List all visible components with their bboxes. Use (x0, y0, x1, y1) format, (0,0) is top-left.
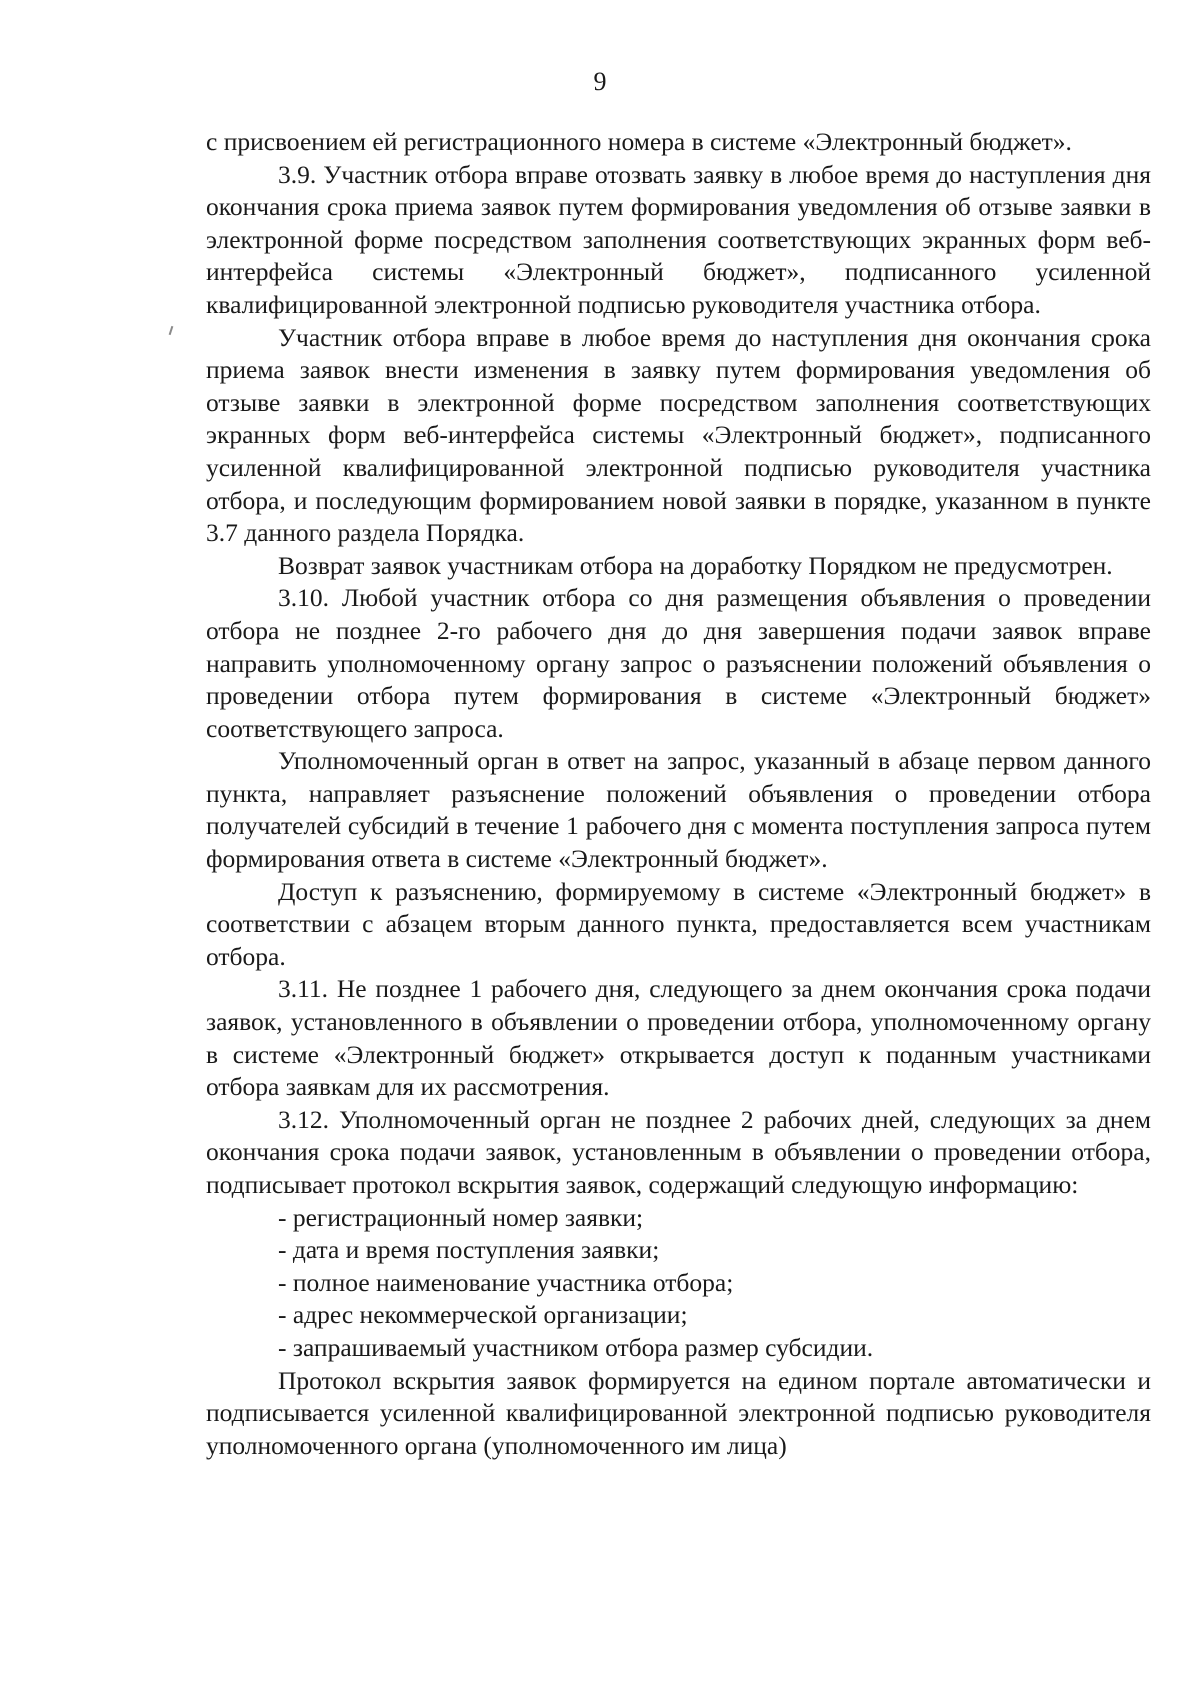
paragraph-3-9: 3.9. Участник отбора вправе отозвать заявку в любое время до наступления дня окончания срока приема заявок путем формирования уведомления об отзыве заявки в электронной форме посредством заполнения соответствующих экранных форм веб-интерфейса системы «Электронный бюджет», подписанного усиленной квалифицированной электронной подписью руководителя участника отбора. (206, 159, 1151, 319)
list-item: - запрашиваемый участником отбора размер субсидии. (278, 1332, 874, 1362)
document-body (206, 126, 1151, 1462)
paragraph-response: Уполномоченный орган в ответ на запрос, указанный в абзаце первом данного пункта, направляет разъяснение положений объявления о проведении отбора получателей субсидий в течение 1 рабочего дня с момента поступления запроса путем формирования ответа в системе «Электронный бюджет». (206, 746, 1151, 874)
paragraph-3-10: 3.10. Любой участник отбора со дня размещения объявления о проведении отбора не позднее 2-го рабочего дня до дня завершения подачи заявок вправе направить уполномоченному органу запрос о разъяснении положений объявления о проведении отбора путем формирования в системе «Электронный бюджет» соответствующего запроса. (206, 583, 1151, 743)
paragraph-return: Возврат заявок участникам отбора на доработку Порядком не предусмотрен. (278, 550, 1113, 580)
paragraph-protocol: Протокол вскрытия заявок формируется на едином портале автоматически и подписывается усиленной квалифицированной электронной подписью руководителя уполномоченного органа (уполномоченного им лица) (206, 1365, 1151, 1460)
scan-mark (169, 326, 174, 335)
paragraph-access: Доступ к разъяснению, формируемому в системе «Электронный бюджет» в соответствии с абзацем вторым данного пункта, предоставляется всем участникам отбора. (206, 876, 1151, 971)
list-item: - регистрационный номер заявки; (278, 1202, 644, 1232)
list-item: - дата и время поступления заявки; (278, 1235, 660, 1265)
paragraph-changes: Участник отбора вправе в любое время до наступления дня окончания срока приема заявок внести изменения в заявку путем формирования уведомления об отзыве заявки в электронной форме посредством заполнения соответствующих экранных форм веб-интерфейса системы «Электронный бюджет», подписанного усиленной квалифицированной электронной подписью руководителя участника отбора, и последующим формированием новой заявки в порядке, указанном в пункте 3.7 данного раздела Порядка. (206, 322, 1151, 548)
paragraph-3-12: 3.12. Уполномоченный орган не позднее 2 рабочих дней, следующих за днем окончания срока подачи заявок, установленным в объявлении о проведении отбора, подписывает протокол вскрытия заявок, содержащий следующую информацию: (206, 1104, 1151, 1199)
paragraph-continuation: с присвоением ей регистрационного номера в системе «Электронный бюджет». (206, 127, 1072, 156)
list-item: - полное наименование участника отбора; (278, 1267, 734, 1297)
paragraph-3-11: 3.11. Не позднее 1 рабочего дня, следующего за днем окончания срока подачи заявок, установленного в объявлении о проведении отбора, уполномоченному органу в системе «Электронный бюджет» открывается доступ к поданным участниками отбора заявкам для их рассмотрения. (206, 974, 1151, 1102)
page-number: 9 (593, 67, 607, 96)
list-item: - адрес некоммерческой организации; (278, 1300, 688, 1330)
